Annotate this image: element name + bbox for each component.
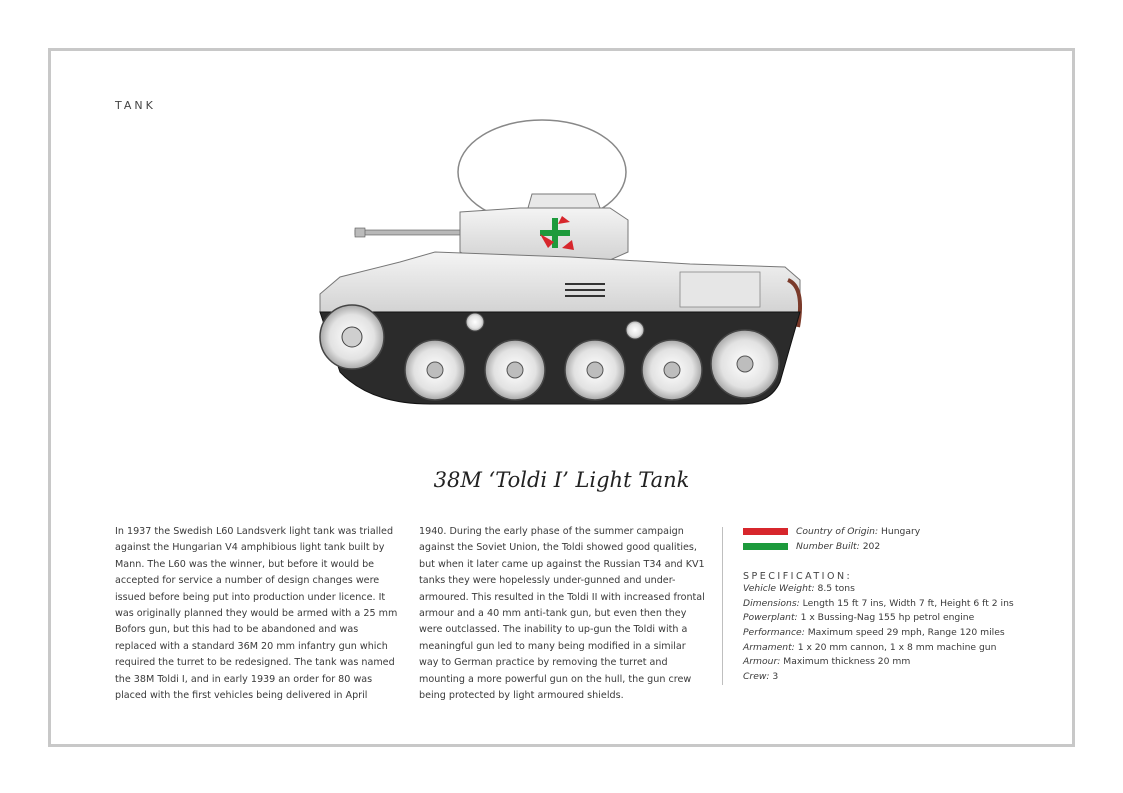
origin-value: Hungary xyxy=(880,526,921,537)
column-divider xyxy=(722,527,723,685)
spec-row: Vehicle Weight: 8.5 tons xyxy=(743,583,855,594)
spec-heading: SPECIFICATION: xyxy=(743,571,853,582)
flag-red-stripe xyxy=(743,528,788,535)
built-row xyxy=(743,539,1003,554)
spec-row: Crew: 3 xyxy=(743,671,779,683)
page-title: 38M ‘Toldi I’ Light Tank xyxy=(433,468,690,492)
spec-row: Powerplant: 1 x Bussing-Nag 155 hp petrol engine xyxy=(743,612,975,624)
spec-row: Performance: Maximum speed 29 mph, Range 120 miles xyxy=(743,627,1005,639)
flag-green-stripe xyxy=(743,543,788,550)
body-text-column-2: 1940. During the early phase of the summer campaign against the Soviet Union, the Toldi showed good qualities, but when it later came up against the Russian T34 and KV1 tanks they were hopelessly under-gunned and under-armoured. This resulted in the Toldi II with increased frontal armour and a 40 mm anti-tank gun, but even then they were outclassed. The inability to up-gun the Toldi with a meaningful gun led to many being modified in a similar way to German practice by removing the turret and mounting a more powerful gun on the hull, the gun crew being protected by light armoured shields. xyxy=(419,526,705,702)
origin-row xyxy=(743,524,1003,539)
built-label: Number Built: xyxy=(796,541,860,552)
tank-illustration xyxy=(310,112,810,412)
category-label: TANK xyxy=(115,99,156,112)
spec-row: Armour: Maximum thickness 20 mm xyxy=(743,656,911,668)
origin-label: Country of Origin: xyxy=(796,526,879,537)
spec-row: Dimensions: Length 15 ft 7 ins, Width 7 ft, Height 6 ft 2 ins xyxy=(743,597,1014,609)
body-text-column-1: In 1937 the Swedish L60 Landsverk light tank was trialled against the Hungarian V4 amphibious light tank built by Mann. The L60 was the winner, but before it would be accepted for service a number of design changes were issued before being put into production under licence. It was originally planned they would be armed with a 25 mm Bofors gun, but this had to be abandoned and was replaced with a standard 36M 20 mm infantry gun which required the turret to be redesigned. The tank was named the 38M Toldi I, and in early 1939 an order for 80 was placed with the first vehicles being delivered in April xyxy=(115,526,398,702)
facts-panel xyxy=(743,524,1014,685)
spec-row: Armament: 1 x 20 mm cannon, 1 x 8 mm machine gun xyxy=(743,641,997,653)
built-value: 202 xyxy=(862,541,881,552)
